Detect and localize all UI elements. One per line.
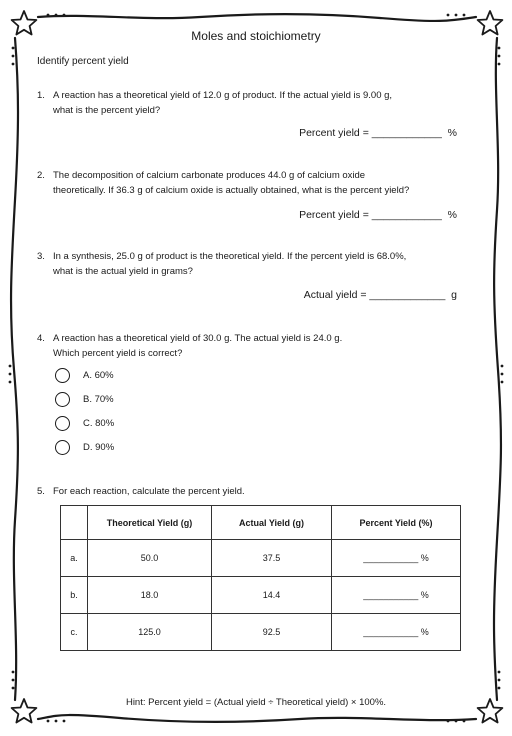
question-text: The decomposition of calcium carbonate produces 44.0 g of calcium oxide theoretically. If 36.3 g of calcium oxide is actually obtained, what is the percent yield?	[53, 170, 410, 196]
row-label: a.	[61, 540, 88, 577]
page-title: Moles and stoichiometry	[191, 29, 321, 43]
question-text: For each reaction, calculate the percent yield.	[53, 486, 245, 497]
question-5	[37, 484, 477, 500]
theoretical-yield-cell: 50.0	[88, 540, 212, 577]
row-label: b.	[61, 577, 88, 614]
radio-circle[interactable]	[55, 440, 70, 455]
option-label: B. 70%	[83, 394, 114, 405]
option-c[interactable]	[55, 416, 255, 434]
question-1	[37, 88, 477, 120]
option-d[interactable]	[55, 440, 255, 458]
percent-yield-blank[interactable]: ___________ %	[332, 614, 461, 651]
option-b[interactable]	[55, 392, 255, 410]
table-header-row	[61, 506, 461, 540]
row-label: c.	[61, 614, 88, 651]
option-label: A. 60%	[83, 370, 114, 381]
section-heading: Identify percent yield	[37, 56, 129, 67]
question-number: 3.	[37, 251, 45, 262]
radio-circle[interactable]	[55, 416, 70, 431]
theoretical-yield-cell: 18.0	[88, 577, 212, 614]
answer-line[interactable]: Actual yield = _____________ g	[303, 289, 457, 301]
table-header: Actual Yield (g)	[212, 506, 332, 540]
table-header: Percent Yield (%)	[332, 506, 461, 540]
question-number: 4.	[37, 333, 45, 344]
actual-yield-cell: 92.5	[212, 614, 332, 651]
hint-text: Hint: Percent yield = (Actual yield ÷ Theoretical yield) × 100%.	[125, 697, 387, 708]
percent-yield-blank[interactable]: ___________ %	[332, 540, 461, 577]
option-label: D. 90%	[83, 442, 115, 453]
question-4	[37, 331, 477, 363]
question-number: 1.	[37, 90, 45, 101]
radio-circle[interactable]	[55, 392, 70, 407]
table-header: Theoretical Yield (g)	[88, 506, 212, 540]
percent-yield-blank[interactable]: ___________ %	[332, 577, 461, 614]
table-row	[61, 614, 461, 651]
question-2	[37, 168, 477, 200]
table-row	[61, 577, 461, 614]
percent-yield-table	[60, 505, 461, 651]
question-3	[37, 249, 477, 281]
theoretical-yield-cell: 125.0	[88, 614, 212, 651]
table-row	[61, 540, 461, 577]
radio-circle[interactable]	[55, 368, 70, 383]
question-text: A reaction has a theoretical yield of 30.0 g. The actual yield is 24.0 g. Which percent yield is correct?	[53, 333, 343, 359]
option-a[interactable]	[55, 368, 255, 386]
answer-line[interactable]: Percent yield = ____________ %	[299, 127, 457, 139]
question-number: 2.	[37, 170, 45, 181]
actual-yield-cell: 37.5	[212, 540, 332, 577]
question-text: In a synthesis, 25.0 g of product is the theoretical yield. If the percent yield is 68.0%, what is the actual yield in grams?	[53, 251, 407, 277]
actual-yield-cell: 14.4	[212, 577, 332, 614]
question-number: 5.	[37, 486, 45, 497]
answer-line[interactable]: Percent yield = ____________ %	[299, 209, 457, 221]
option-label: C. 80%	[83, 418, 115, 429]
table-header	[61, 506, 88, 540]
question-text: A reaction has a theoretical yield of 12.0 g of product. If the actual yield is 9.00 g, what is the percent yield?	[53, 90, 393, 116]
